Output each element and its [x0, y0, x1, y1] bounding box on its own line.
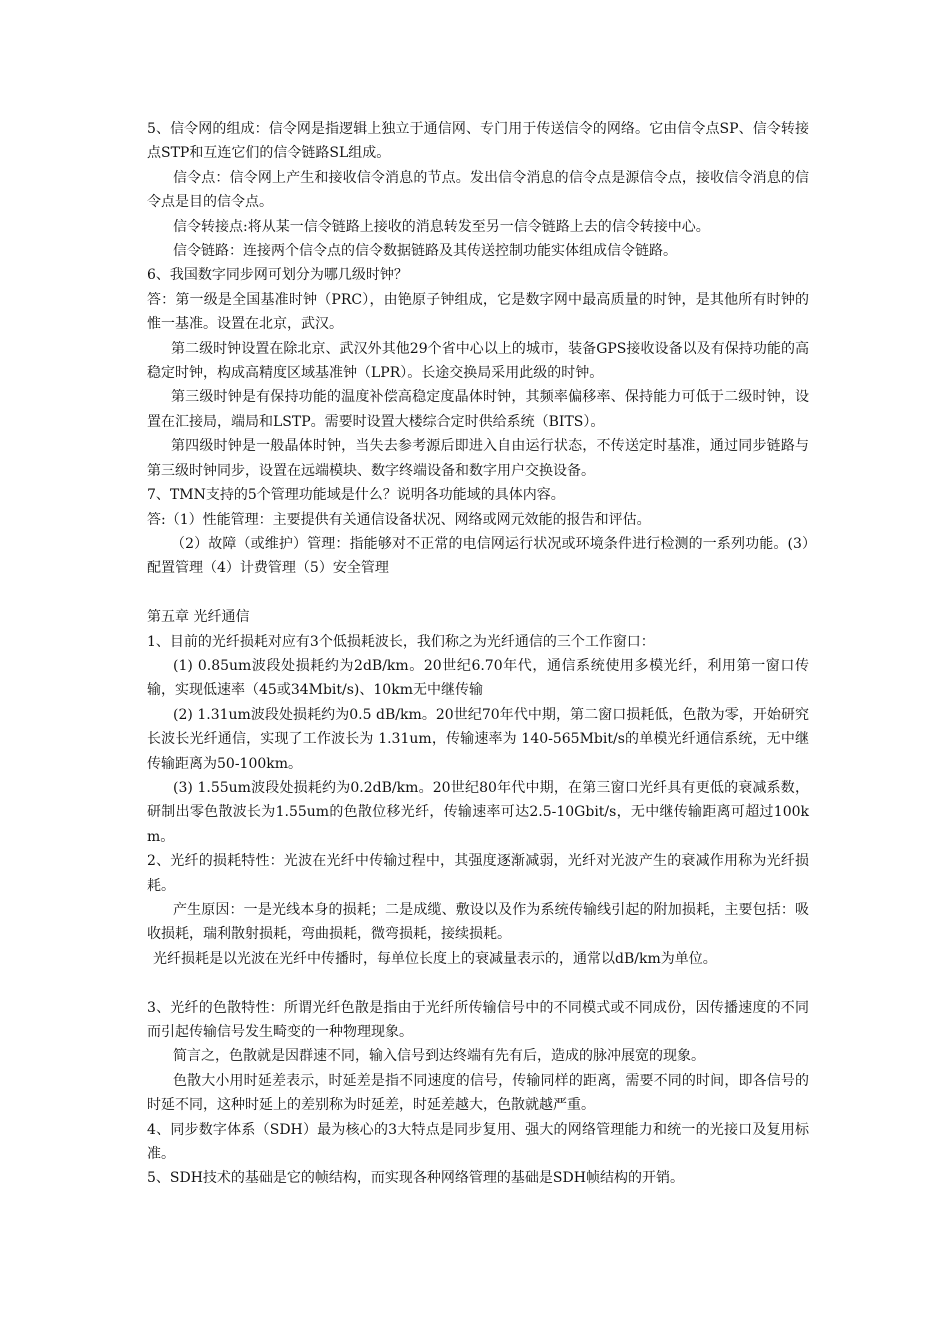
paragraph-dispersion: 3、光纤的色散特性：所谓光纤色散是指由于光纤所传输信号中的不同模式或不同成份，因传播速度的不同而引起传输信号发生畸变的一种物理现象。: [147, 999, 809, 1040]
answer-performance-management: 答:（1）性能管理：主要提供有关通信设备状况、网络或网元效能的报告和评估。: [147, 511, 651, 528]
blank-line: [147, 971, 809, 995]
paragraph-delay-difference: 色散大小用时延差表示，时延差是指不同速度的信号，传输同样的距离，需要不同的时间，即各信号的时延不同，这种时延上的差别称为时延差，时延差越大，色散就越严重。: [147, 1072, 809, 1114]
paragraph-signaling-point: 信令点：信令网上产生和接收信令消息的节点。发出信令消息的信令点是源信令点，接收信令消息的信令点是目的信令点。: [147, 169, 809, 211]
paragraph-window-2: (2) 1.31um波段处损耗约为0.5 dB/km。20世纪70年代中期，第二窗口损耗低，色散为零，开始研究长波长光纤通信，实现了工作波长为 1.31um，传输速率为 140-565Mbit/s的单模光纤通信系统，无中继传输距离为50-100km。: [147, 706, 809, 772]
answer-fault-management: （2）故障（或维护）管理：指能够对不正常的电信网运行状况或环境条件进行检测的一系列功能。(3）配置管理（4）计费管理（5）安全管理: [147, 535, 809, 577]
paragraph-fiber-loss: 2、光纤的损耗特性：光波在光纤中传输过程中，其强度逐渐减弱，光纤对光波产生的衰减作用称为光纤损耗。: [147, 853, 809, 894]
answer-clock-level-2: 第二级时钟设置在除北京、武汉外其他29个省中心以上的城市，装备GPS接收设备以及有保持功能的高稳定时钟，构成高精度区域基准钟（LPR）。长途交换局采用此级的时钟。: [147, 340, 809, 382]
paragraph-dispersion-summary: 简言之，色散就是因群速不同，输入信号到达终端有先有后，造成的脉冲展宽的现象。: [173, 1048, 705, 1065]
answer-clock-level-1: 答：第一级是全国基准时钟（PRC），由铯原子钟组成，它是数字网中最高质量的时钟，是其他所有时钟的惟一基准。设置在北京，武汉。: [147, 291, 809, 333]
question-sync-clock-levels: 6、我国数字同步网可划分为哪几级时钟？: [147, 267, 408, 284]
paragraph-fiber-windows: 1、目前的光纤损耗对应有3个低损耗波长，我们称之为光纤通信的三个工作窗口：: [147, 633, 655, 650]
paragraph-window-3: (3) 1.55um波段处损耗约为0.2dB/km。20世纪80年代中期，在第三窗口光纤具有更低的衰减系数，研制出零色散波长为1.55um的色散位移光纤，传输速率可达2.5-10Gbit/s，无中继传输距离可超过100km。: [147, 779, 809, 845]
answer-clock-level-4: 第四级时钟是一般晶体时钟，当失去参考源后即进入自由运行状态，不传送定时基准，通过同步链路与第三级时钟同步，设置在远端模块、数字终端设备和数字用户交换设备。: [147, 438, 809, 479]
paragraph-signaling-network: 5、信令网的组成：信令网是指逻辑上独立于通信网、专门用于传送信令的网络。它由信令点SP、信令转接点STP和互连它们的信令链路SL组成。: [147, 121, 809, 162]
question-tmn-functions: 7、TMN支持的5个管理功能域是什么？说明各功能域的具体内容。: [147, 487, 565, 504]
paragraph-loss-causes: 产生原因：一是光线本身的损耗；二是成缆、敷设以及作为系统传输线引起的附加损耗，主要包括：吸收损耗，瑞利散射损耗，弯曲损耗，微弯损耗，接续损耗。: [147, 901, 809, 943]
paragraph-signaling-link: 信令链路：连接两个信令点的信令数据链路及其传送控制功能实体组成信令链路。: [173, 243, 677, 260]
paragraph-window-1: (1) 0.85um波段处损耗约为2dB/km。20世纪6.70年代，通信系统使用多模光纤，利用第一窗口传输，实现低速率（45或34Mbit/s)、10km无中继传输: [147, 657, 809, 699]
paragraph-signaling-transfer-point: 信令转接点:将从某一信令链路上接收的消息转发至另一信令链路上去的信令转接中心。: [173, 218, 710, 235]
paragraph-sdh-features: 4、同步数字体系（SDH）最为核心的3大特点是同步复用、强大的网络管理能力和统一的光接口及复用标准。: [147, 1121, 809, 1163]
paragraph-loss-unit: 光纤损耗是以光波在光纤中传播时，每单位长度上的衰减量表示的，通常以dB/km为单位。: [153, 950, 717, 967]
document-page: [147, 117, 809, 1191]
paragraph-sdh-frame: 5、SDH技术的基础是它的帧结构，而实现各种网络管理的基础是SDH帧结构的开销。: [147, 1170, 684, 1187]
answer-clock-level-3: 第三级时钟是有保持功能的温度补偿高稳定度晶体时钟，其频率偏移率、保持能力可低于二级时钟，设置在汇接局，端局和LSTP。需要时设置大楼综合定时供给系统（BITS）。: [147, 389, 809, 430]
blank-line: [147, 581, 809, 605]
chapter-heading: 第五章 光纤通信: [147, 609, 250, 626]
